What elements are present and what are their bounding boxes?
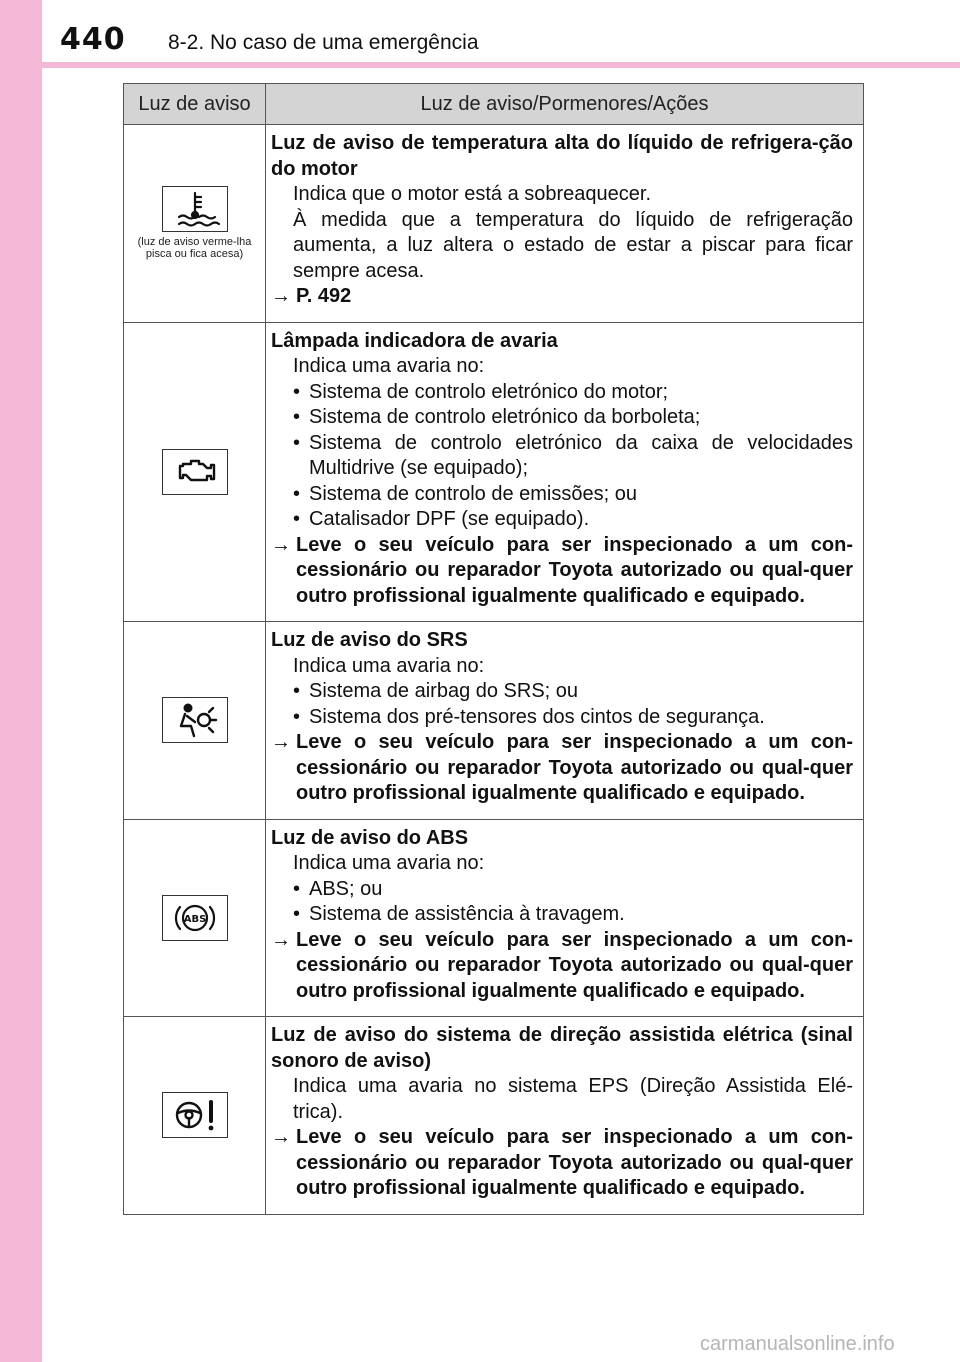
list-item: • Sistema de controlo eletrónico do motor; [271,380,853,406]
warning-description: Indica uma avaria no sistema EPS (Direção Assistida Elé-trica). [293,1075,853,1123]
icon-cell [124,819,266,1017]
table-row [124,819,864,1017]
check-engine-icon [162,449,228,495]
table-row [124,622,864,820]
details-cell [266,125,864,323]
arrow-right-icon: → [271,731,291,753]
list-item: • ABS; ou [271,877,853,903]
icon-cell [124,1017,266,1215]
list-item: • Sistema de airbag do SRS; ou [271,679,853,705]
list-item: • Sistema de assistência à travagem. [271,902,853,928]
column-header-light: Luz de aviso [124,84,266,125]
icon-caption: (luz de aviso verme-lha pisca ou fica acesa) [137,236,252,261]
warning-description: Indica uma avaria no: [293,355,485,377]
coolant-temperature-icon [162,186,228,232]
icon-cell [124,322,266,622]
table-row [124,322,864,622]
details-cell [266,819,864,1017]
list-item: • Catalisador DPF (se equipado). [271,507,853,533]
side-color-bar [0,0,42,1362]
header-rule [42,62,960,68]
watermark: carmanualsonline.info [700,1333,895,1355]
action-text: → Leve o seu veículo para ser inspecionado a um con-cessionário ou reparador Toyota autorizado ou qual-quer outro profissional igualmente qualificado e equipado. [271,731,853,804]
list-item: • Sistema dos pré-tensores dos cintos de segurança. [271,705,853,731]
action-text: → Leve o seu veículo para ser inspecionado a um con-cessionário ou reparador Toyota autorizado ou qual-quer outro profissional igualmente qualificado e equipado. [271,1126,853,1199]
warning-title: Lâmpada indicadora de avaria [271,329,558,352]
details-cell [266,322,864,622]
table-header-row [124,84,864,125]
warning-title: Luz de aviso do sistema de direção assistida elétrica (sinal sonoro de aviso) [271,1024,853,1072]
column-header-details: Luz de aviso/Pormenores/Ações [266,84,864,125]
section-title: 8-2. No caso de uma emergência [168,31,479,54]
srs-airbag-icon [162,697,228,743]
page-number: 440 [60,22,126,57]
abs-icon [162,895,228,941]
warning-title: Luz de aviso do ABS [271,826,469,849]
eps-steering-warning-icon [162,1092,228,1138]
action-text: → Leve o seu veículo para ser inspecionado a um con-cessionário ou reparador Toyota autorizado ou qual-quer outro profissional igualmente qualificado e equipado. [271,533,853,607]
warning-description: À medida que a temperatura do líquido de refrigeração aumenta, a luz altera o estado de estar a piscar para ficar sempre acesa. [293,208,853,282]
arrow-right-icon: → [271,928,291,951]
warning-description: Indica uma avaria no: [293,852,485,874]
list-item: • Sistema de controlo eletrónico da borboleta; [271,405,853,431]
svg-text:ABS: ABS [183,913,206,925]
arrow-right-icon: → [271,285,291,307]
details-cell [266,622,864,820]
action-text: → Leve o seu veículo para ser inspecionado a um con-cessionário ou reparador Toyota autorizado ou qual-quer outro profissional igualmente qualificado e equipado. [271,928,853,1002]
arrow-right-icon: → [271,533,291,556]
table-row [124,1017,864,1215]
table-row [124,125,864,323]
list-item: • Sistema de controlo de emissões; ou [271,482,853,508]
list-item: • Sistema de controlo eletrónico da caixa de velocidades Multidrive (se equipado); [271,431,853,482]
warning-title: Luz de aviso do SRS [271,629,468,651]
warning-description: Indica que o motor está a sobreaquecer. [293,183,652,205]
warning-lights-table [123,83,864,1215]
arrow-right-icon: → [271,1126,291,1148]
icon-cell [124,622,266,820]
warning-title: Luz de aviso de temperatura alta do líquido de refrigera-ção do motor [271,132,853,180]
icon-cell [124,125,266,323]
details-cell [266,1017,864,1215]
warning-description: Indica uma avaria no: [293,654,485,677]
page-reference: → P. 492 [271,284,853,310]
